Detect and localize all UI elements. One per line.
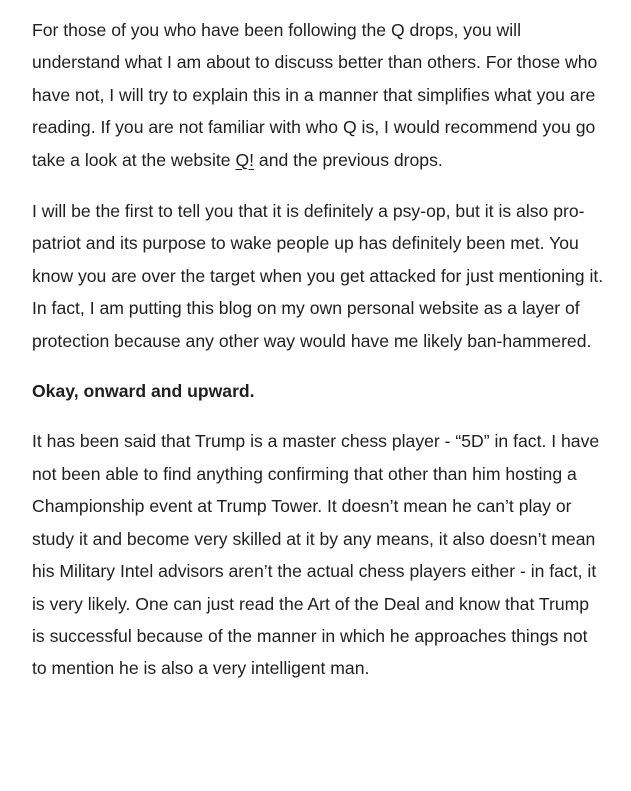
article-body (32, 14, 604, 685)
section-heading: Okay, onward and upward. (32, 381, 255, 402)
intro-text: For those of you who have been following the Q drops, you will understand what I am about to discuss better than others. For those who have not, I will try to explain this in a manner that simplifies what you are reading. If you are not familiar with who Q is, I would recommend you go take a look at the website (32, 20, 598, 170)
q-website-link[interactable]: Q! (235, 149, 255, 170)
intro-text-end: and the previous drops. (254, 149, 443, 170)
intro-paragraph (32, 14, 604, 176)
chess-paragraph: It has been said that Trump is a master chess player - “5D” in fact. I have not been able to find anything confirming that other than him hosting a Championship event at Trump Tower. It doesn’t mean he can’t play or study it and become very skilled at it by any means, it also doesn’t mean his Military Intel advisors aren’t the actual chess players either - in fact, it is very likely. One can just read the Art of the Deal and know that Trump is successful because of the manner in which he approaches things not to mention he is also a very intelligent man. (32, 431, 600, 679)
psyop-paragraph: I will be the first to tell you that it is definitely a psy-op, but it is also pro-patriot and its purpose to wake people up has definitely been met. You know you are over the target when you get attacked for just mentioning it. In fact, I am putting this blog on my own personal website as a layer of protection because any other way would have me likely ban-hammered. (32, 201, 604, 351)
